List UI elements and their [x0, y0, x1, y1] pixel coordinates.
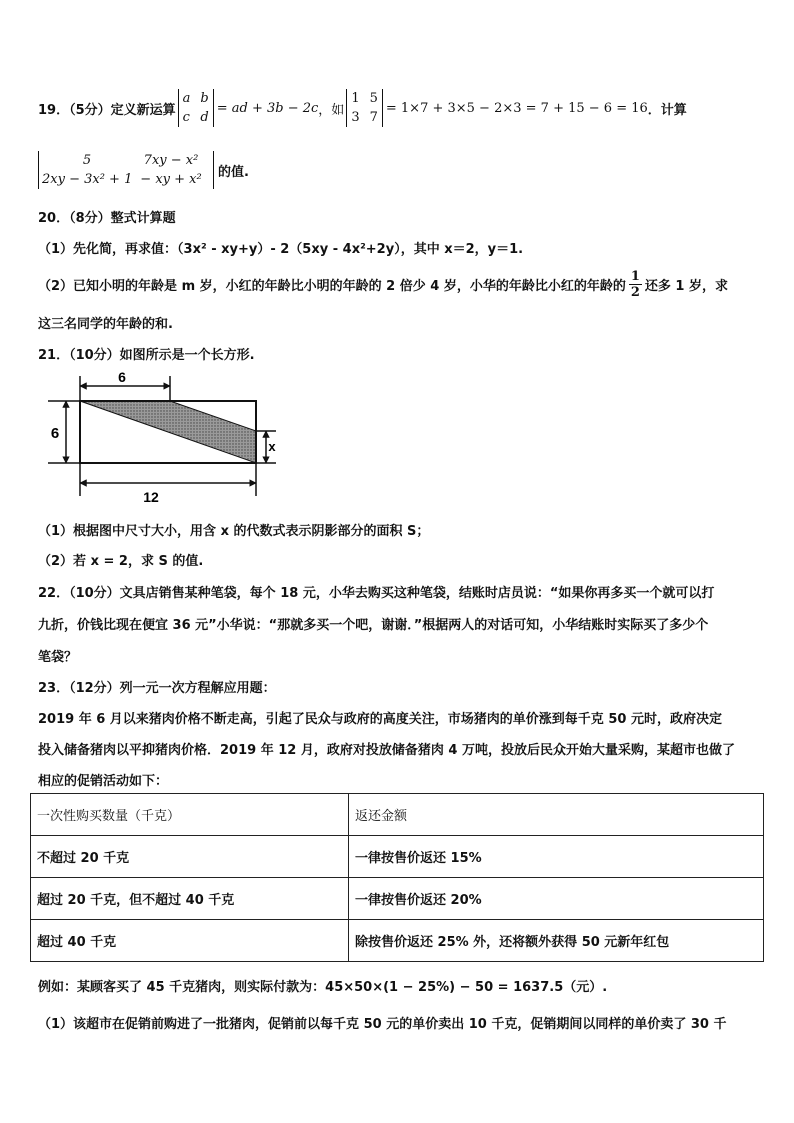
label-top-6: 6	[118, 369, 126, 385]
table-header-cell: 一次性购买数量（千克）	[31, 794, 349, 836]
table-row	[31, 878, 764, 920]
q23-heading: 23．（12分）列一元一次方程解应用题：	[38, 681, 276, 696]
table-cell: 一律按售价返还 15%	[349, 836, 764, 878]
q21-part1: （1）根据图中尺寸大小，用含 x 的代数式表示阴影部分的面积 S；	[38, 524, 430, 539]
q21-heading: 21．（10分）如图所示是一个长方形.	[38, 348, 255, 363]
table-header-row	[31, 794, 764, 836]
q22-line2: 九折，价钱比现在便宜 36 元”小华说：“那就多买一个吧，谢谢．”根据两人的对话可知，小华结账时实际买了多少个	[38, 618, 709, 633]
q19-heading: 19．（5分）定义新运算	[38, 102, 176, 118]
table-header-cell: 返还金额	[349, 794, 764, 836]
shaded-region	[80, 401, 256, 463]
q20-part2-line1: （2）已知小明的年龄是 m 岁，小红的年龄比小明的年龄的 2 倍少 4 岁，小华的年龄比小红的年龄的 $\frac{1}{2}$ 还多 1 岁，求	[38, 268, 728, 300]
q21-rectangle-figure	[40, 368, 280, 508]
q19-line1	[38, 88, 687, 128]
q20-part1: （1）先化简，再求值：（3x² - xy+y）- 2（5xy - 4x²+2y），其中 x＝2，y＝1.	[38, 242, 524, 257]
q23-line1: 2019 年 6 月以来猪肉价格不断走高，引起了民众与政府的高度关注，市场猪肉的单价涨到每千克 50 元时，政府决定	[38, 712, 722, 727]
q23-line2: 投入储备猪肉以平抑猪肉价格．2019 年 12 月，政府对投放储备猪肉 4 万吨，投放后民众开始大量采购，某超市也做了	[38, 743, 735, 758]
q22-line3: 笔袋？	[38, 650, 78, 665]
table-cell: 超过 40 千克	[31, 920, 349, 962]
q19-calc-label: ．计算	[647, 102, 687, 118]
q19-tail: 的值.	[218, 164, 249, 180]
label-right-x: x	[268, 439, 276, 454]
q19-rule: = ad + 3b − 2c	[216, 100, 319, 116]
table-cell: 一律按售价返还 20%	[349, 878, 764, 920]
q20-fraction: $\frac{1}{2}$	[630, 268, 640, 300]
q19-example-intro: ，如	[318, 102, 345, 118]
q19-example-determinant: 1 5 3 7	[346, 89, 383, 127]
table-row	[31, 920, 764, 962]
label-bottom-12: 12	[143, 489, 159, 505]
q21-part2: （2）若 x = 2，求 S 的值.	[38, 554, 204, 569]
table-cell: 除按售价返还 25% 外，还将额外获得 50 元新年红包	[349, 920, 764, 962]
q19-example-calculation: = 1×7 + 3×5 − 2×3 = 7 + 15 − 6 = 16	[385, 100, 648, 116]
q20-heading: 20．（8分）整式计算题	[38, 211, 176, 226]
q23-example: 例如：某顾客买了 45 千克猪肉，则实际付款为：45×50×(1 − 25%) − 50 = 1637.5（元）.	[38, 980, 608, 995]
table-cell: 超过 20 千克，但不超过 40 千克	[31, 878, 349, 920]
q19-definition-determinant: a b c d	[178, 89, 214, 127]
q19-target-determinant: 5 7xy − x² 2xy − 3x² + 1 − xy + x²	[38, 151, 214, 189]
q22-line1: 22．（10分）文具店销售某种笔袋，每个 18 元，小华去购买这种笔袋，结账时店员说：“如果你再多买一个就可以打	[38, 586, 715, 601]
q23-part1: （1）该超市在促销前购进了一批猪肉，促销前以每千克 50 元的单价卖出 10 千克，促销期间以同样的单价卖了 30 千	[38, 1017, 727, 1032]
q23-line3: 相应的促销活动如下：	[38, 774, 169, 789]
table-cell: 不超过 20 千克	[31, 836, 349, 878]
promotion-table	[30, 793, 764, 962]
q20-part2-line2: 这三名同学的年龄的和.	[38, 317, 173, 332]
q19-line2	[38, 148, 249, 192]
label-left-6: 6	[50, 425, 60, 442]
table-row	[31, 836, 764, 878]
